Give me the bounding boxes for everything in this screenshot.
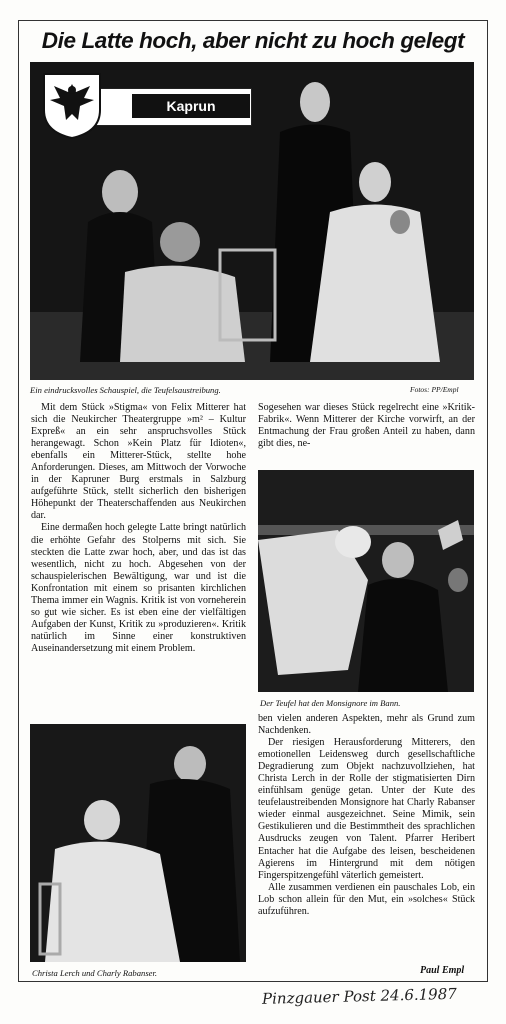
main-photo-caption: Ein eindrucksvolles Schauspiel, die Teufelsaustreibung. <box>30 385 221 395</box>
handwritten-source-note: Pinzgauer Post 24.6.1987 <box>261 984 458 1008</box>
paragraph: ben vielen anderen Aspekten, mehr als Grund zum Nachdenken. <box>258 713 475 737</box>
third-photo <box>30 724 246 962</box>
right-column-top <box>258 402 475 450</box>
eagle-crest-icon <box>40 70 104 140</box>
paragraph: Mit dem Stück »Stigma« von Felix Mitterer hat sich die Neukircher Theatergruppe »m² – Kultur Expreß« an ein sehr anspruchsvolles Stück herangewagt. Schon »Kein Platz für Idioten«, ebenfalls ein Mitterer-Stück, stellte hohe Anforderungen. Dieses, am Mittwoch der Vorwoche in der Kapruner Burg erstmals in Salzburg aufgeführte Stück, stellt sicherlich den bisherigen Höhepunkt der Theaterschaffenden aus Neukirchen dar. <box>31 402 246 522</box>
paragraph: Eine dermaßen hoch gelegte Latte bringt natürlich die erhöhte Gefahr des Stolperns mit sich. Sie steckten die Latte zwar hoch, aber, und das ist das wesentlich, nicht zu hoch. Abgesehen von der schauspielerischen Bewältigung, war und ist die Konfrontation mit einem so prisanten kirchlichen Thema immer ein Wagnis. Kritik ist von vorneherein so gut wie sicher. Es ist eben eine der vielfältigen Aufgaben der Kunst, Kritik zu »produzieren«. Kritik natürlich im Sinne einer konstruktiven Auseinandersetzung mit einem Problem. <box>31 522 246 654</box>
paragraph: Der riesigen Herausforderung Mitterers, den emotionellen Leidensweg durch gesellschaftliche Degradierung zum Objekt nachzuvollziehen, hat Christa Lerch in der Rolle der stigmatisierten Dirn einfühlsam genüge getan. Unter der Kute des teufelaustreibenden Monsignore hat Charly Rabanser wieder einmal ausgezeichnet. Seine Mimik, sein Gestikulieren und die Bestimmtheit des sprachlichen Ausdrucks zeugen von Talent. Pfarrer Heribert Entacher hat die Aufgabe des leisen, bescheidenen Agierens im Hintergrund mit dem nötigen Fingerspitzengefühl väterlich gemeistert. <box>258 737 475 881</box>
second-photo <box>258 470 474 692</box>
left-column <box>31 402 246 655</box>
photo-credit: Fotos: PP/Empl <box>410 385 459 394</box>
right-column-bottom <box>258 713 475 918</box>
author-byline: Paul Empl <box>420 965 465 976</box>
headline: Die Latte hoch, aber nicht zu hoch gelegt <box>41 28 465 53</box>
paragraph: Sogesehen war dieses Stück regelrecht eine »Kritik-Fabrik«. Wenn Mitterer der Kirche vorwirft, an der Entmachung der Frau großen Anteil zu haben, dann gibt dies, ne- <box>258 402 475 450</box>
paragraph: Alle zusammen verdienen ein pauschales Lob, ein Lob schon allein für den Mut, ein »solches« Stück aufzuführen. <box>258 881 475 917</box>
third-photo-caption: Christa Lerch und Charly Rabanser. <box>32 968 158 978</box>
location-label: Kaprun <box>132 94 250 118</box>
second-photo-caption: Der Teufel hat den Monsignore im Bann. <box>260 698 401 708</box>
